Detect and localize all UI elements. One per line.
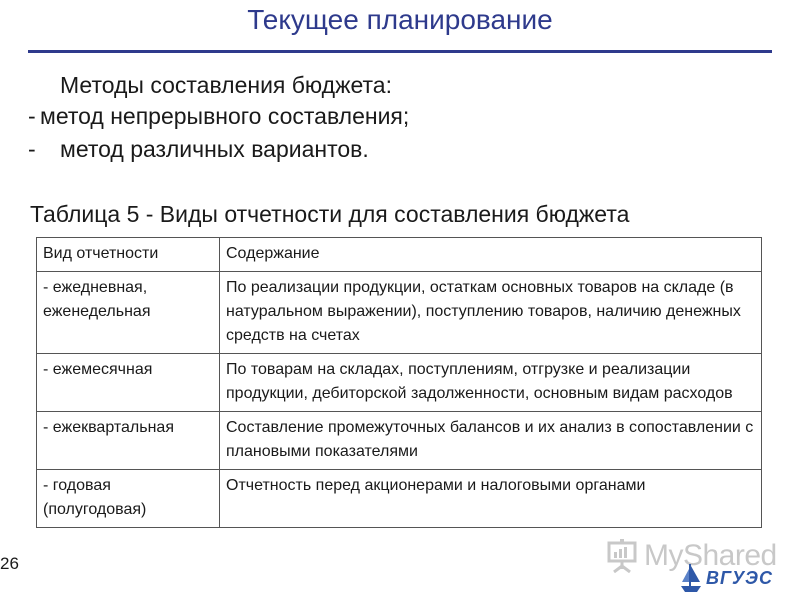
- bullet-text: метод различных вариантов.: [60, 136, 369, 162]
- table-header-cell: Содержание: [220, 238, 762, 272]
- report-type-cell: - ежеквартальная: [37, 412, 220, 470]
- table-row: [37, 354, 762, 412]
- bullet-item: [28, 134, 369, 164]
- table-header-row: [37, 238, 762, 272]
- report-type-cell: - годовая (полугодовая): [37, 470, 220, 528]
- budget-methods-heading: Методы составления бюджета:: [60, 72, 392, 98]
- report-type-cell: - ежедневная, еженедельная: [37, 272, 220, 354]
- page-number: 26: [0, 554, 19, 573]
- table-caption: Таблица 5 - Виды отчетности для составления бюджета: [30, 201, 630, 227]
- bullet-text: метод непрерывного составления;: [40, 103, 410, 129]
- bullet-dash: -: [28, 103, 36, 129]
- logo-text: ВГУЭС: [706, 567, 773, 588]
- slide-title: Текущее планирование: [247, 4, 553, 35]
- reporting-types-table: [36, 237, 762, 528]
- report-content-cell: По реализации продукции, остаткам основных товаров на складе (в натуральном выражении), поступлению товаров, наличию денежных средств на счетах: [220, 272, 762, 354]
- bullet-dash: -: [28, 136, 36, 162]
- table-row: [37, 412, 762, 470]
- table-row: [37, 272, 762, 354]
- report-content-cell: По товарам на складах, поступлениям, отгрузке и реализации продукции, дебиторской задолженности, основным видам расходов: [220, 354, 762, 412]
- presentation-board-icon: [606, 539, 638, 573]
- vguees-logo: [680, 562, 773, 594]
- table-row: [37, 470, 762, 528]
- watermark-text: MyShared: [644, 539, 777, 572]
- bullet-item: [28, 101, 409, 131]
- title-underline: [28, 50, 772, 53]
- report-type-cell: - ежемесячная: [37, 354, 220, 412]
- table-header-cell: Вид отчетности: [37, 238, 220, 272]
- report-content-cell: Отчетность перед акционерами и налоговыми органами: [220, 470, 762, 528]
- sailing-ship-icon: [680, 562, 702, 594]
- report-content-cell: Составление промежуточных балансов и их анализ в сопоставлении с плановыми показателями: [220, 412, 762, 470]
